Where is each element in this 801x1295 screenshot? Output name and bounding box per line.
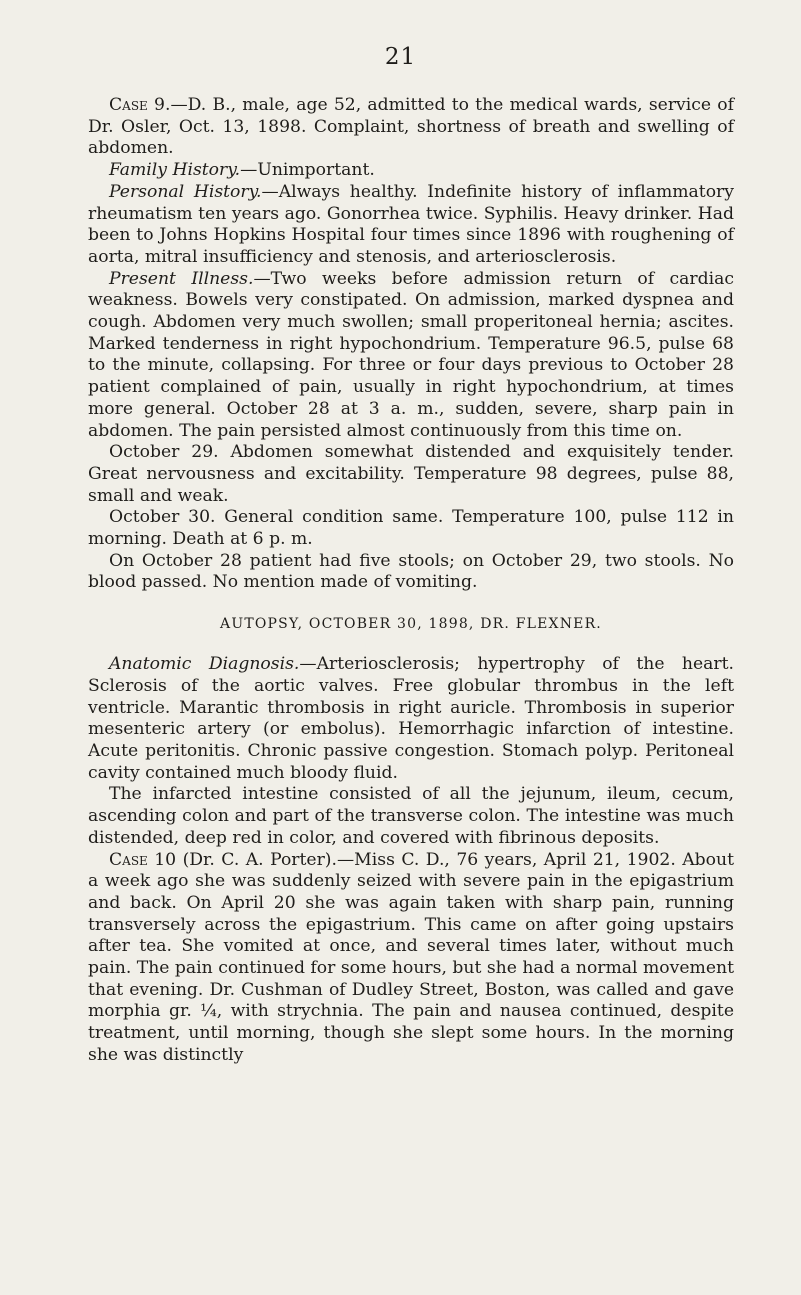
present-illness-label: Present Illness. bbox=[109, 268, 254, 289]
october-30-paragraph: October 30. General condition same. Temperature 100, pulse 112 in morning. Death at 6 p. m. bbox=[88, 507, 734, 550]
text-body bbox=[88, 95, 734, 1067]
present-illness-text: —Two weeks before admission return of cardiac weakness. Bowels very constipated. On admission, marked dyspnea and cough. Abdomen very much swollen; small properitoneal hernia; ascites. Marked tenderness in right hypochondrium. Temperature 96.5, pulse 68 to the minute, collapsing. For three or four days previous to October 28 patient complained of pain, usually in right hypochondrium, at times more general. October 28 at 3 a. m., sudden, severe, sharp pain in abdomen. The pain persisted almost continuously from this time on. bbox=[88, 268, 735, 441]
anatomic-diagnosis-label: Anatomic Diagnosis. bbox=[109, 654, 300, 675]
personal-history-text: —Always healthy. Indefinite history of inflammatory rheumatism ten years ago. Gonorrhea twice. Syphilis. Heavy drinker. Had been to Johns Hopkins Hospital four times since 1896 with roughening of aorta, mitral insufficiency and stenosis, and arteriosclerosis. bbox=[88, 181, 734, 267]
stools-paragraph: On October 28 patient had five stools; on October 29, two stools. No blood passed. No mention made of vomiting. bbox=[88, 550, 734, 593]
october-29-paragraph: October 29. Abdomen somewhat distended and exquisitely tender. Great nervousness and excitability. Temperature 98 degrees, pulse 88, small and weak. bbox=[88, 442, 734, 506]
personal-history-label: Personal History. bbox=[109, 181, 262, 202]
case-9-intro-paragraph bbox=[88, 95, 734, 160]
present-illness-paragraph bbox=[88, 269, 734, 443]
autopsy-heading: AUTOPSY, OCTOBER 30, 1898, DR. FLEXNER. bbox=[220, 616, 602, 633]
case-9-heading: Case 9. bbox=[109, 95, 171, 115]
anatomic-diagnosis-paragraph bbox=[88, 654, 734, 784]
case-10-text: (Dr. C. A. Porter).—Miss C. D., 76 years, April 21, 1902. About a week ago she was suddenly seized with severe pain in the epigastrium and back. On April 20 she was again taken with sharp pain, running transversely across the epigastrium. This came on after going upstairs after tea. She vomited at once, and several times later, without much pain. The pain continued for some hours, but she had a normal movement that evening. Dr. Cushman of Dudley Street, Boston, was called and gave morphia gr. ¼, with strychnia. The pain and nausea continued, despite treatment, until morning, though she slept some hours. In the morning she was distinctly bbox=[88, 849, 734, 1065]
page-number: 21 bbox=[384, 44, 417, 70]
case-9-intro-text: —D. B., male, age 52, admitted to the medical wards, service of Dr. Osler, Oct. 13, 1898. Complaint, shortness of breath and swelling of abdomen. bbox=[88, 95, 734, 159]
anatomic-diagnosis-text: —Arteriosclerosis; hypertrophy of the heart. Sclerosis of the aortic valves. Free globular thrombus in the left ventricle. Marantic thrombosis in right auricle. Thrombosis in superior mesenteric artery (or embolus). Hemorrhagic infarction of intestine. Acute peritonitis. Chronic passive congestion. Stomach polyp. Peritoneal cavity contained much bloody fluid. bbox=[88, 654, 734, 783]
family-history-paragraph bbox=[88, 160, 734, 182]
family-history-label: Family History. bbox=[109, 160, 241, 181]
family-history-text: —Unimportant. bbox=[240, 160, 375, 181]
infarcted-intestine-paragraph: The infarcted intestine consisted of all the jejunum, ileum, cecum, ascending colon and part of the transverse colon. The intestine was much distended, deep red in color, and covered with fibrinous deposits. bbox=[88, 784, 734, 848]
case-10-heading: Case 10 bbox=[109, 849, 177, 870]
personal-history-paragraph bbox=[88, 182, 734, 269]
case-10-paragraph bbox=[88, 850, 734, 1067]
